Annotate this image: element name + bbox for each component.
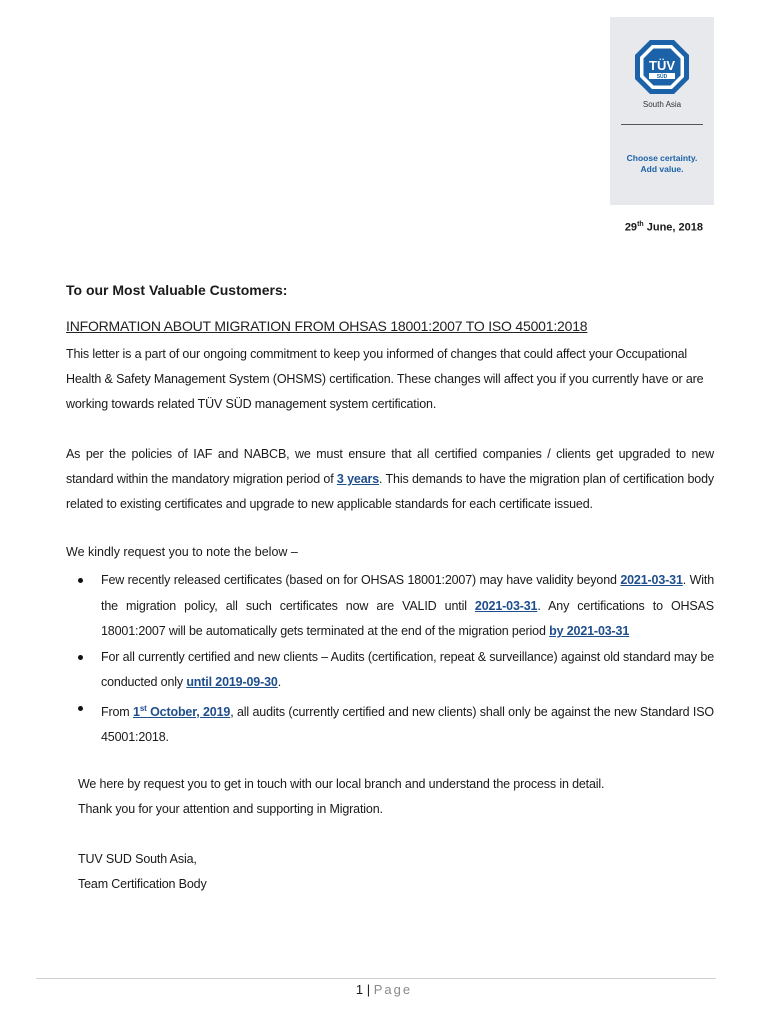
page-word: Page bbox=[373, 982, 413, 997]
bullet-3-highlight-sup: st bbox=[139, 703, 147, 713]
logo-slogan-line-1: Choose certainty. bbox=[626, 153, 698, 163]
logo-mark-text: TÜV bbox=[649, 58, 675, 73]
bullet-icon bbox=[78, 655, 83, 660]
logo-mark-subtext: SÜD bbox=[656, 74, 668, 80]
bullet-1-highlight-1: 2021-03-31 bbox=[620, 573, 683, 587]
date-rest: June, 2018 bbox=[643, 221, 703, 234]
closing-line-1: We here by request you to get in touch with our local branch and understand the process in detail. bbox=[78, 777, 605, 791]
logo-slogan bbox=[610, 153, 714, 175]
list-item bbox=[66, 645, 714, 696]
letter-date bbox=[625, 221, 703, 234]
bullet-1-text-1: Few recently released certificates (based on for OHSAS 18001:2007) may have validity beyond bbox=[101, 573, 621, 587]
bullet-1-text-2: . With the migration policy, all such certificates now are VALID until bbox=[101, 573, 715, 613]
page-separator: | bbox=[363, 982, 374, 997]
bullet-3-text-1: From bbox=[101, 704, 133, 719]
request-intro: We kindly request you to note the below – bbox=[66, 545, 298, 559]
list-item bbox=[66, 568, 714, 645]
intro-paragraph: This letter is a part of our ongoing commitment to keep you informed of changes that could affect your Occupational Health & Safety Management System (OHSMS) certification. These changes will affect you if you currently have or are working towards related TÜV SÜD management system certification. bbox=[66, 347, 704, 411]
bullet-2-highlight-1: until 2019-09-30 bbox=[186, 675, 278, 689]
bullet-3-highlight bbox=[133, 705, 230, 719]
bullet-1-highlight-2: 2021-03-31 bbox=[474, 598, 538, 613]
date-day: 29 bbox=[624, 221, 638, 234]
policy-paragraph bbox=[66, 442, 714, 517]
signature-line-1: TUV SUD South Asia, bbox=[78, 852, 197, 866]
page-footer bbox=[0, 982, 768, 997]
closing-line-2: Thank you for your attention and supporting in Migration. bbox=[78, 802, 383, 816]
logo-region-label: South Asia bbox=[642, 100, 682, 109]
bullet-icon bbox=[78, 578, 83, 583]
tuv-sud-logo-icon bbox=[634, 39, 690, 95]
migration-period-highlight: 3 years bbox=[336, 472, 380, 486]
policy-text-a: As per the policies of IAF and NABCB, we must ensure that all certified companies / clients get upgraded to new standard within the mandatory migration period of bbox=[66, 447, 714, 486]
date-suffix: th bbox=[637, 221, 644, 228]
bullet-2-text-2: . bbox=[277, 675, 282, 689]
subject-line: INFORMATION ABOUT MIGRATION FROM OHSAS 18001:2007 TO ISO 45001:2018 bbox=[66, 318, 588, 334]
bullet-3-highlight-day: 1 bbox=[133, 704, 140, 719]
bullet-icon bbox=[78, 706, 83, 711]
bullet-3-highlight-rest: October, 2019 bbox=[146, 704, 231, 719]
bullet-3-text-2: , all audits (currently certified and new clients) shall only be against the new Standard ISO 45001:2018. bbox=[101, 704, 714, 745]
greeting: To our Most Valuable Customers: bbox=[66, 282, 288, 298]
signature-line-2: Team Certification Body bbox=[78, 877, 207, 891]
footer-divider bbox=[36, 978, 716, 979]
bullet-1-text-3: . Any certifications to OHSAS 18001:2007 will be automatically gets terminated at the end of the migration period bbox=[101, 598, 714, 638]
logo-panel bbox=[610, 17, 714, 205]
bullet-2-text-1: For all currently certified and new clients – Audits (certification, repeat & surveillance) against old standard may be conducted only bbox=[101, 649, 714, 689]
policy-text-b: . This demands to have the migration plan of certification body related to existing certificates and upgrade to new applicable standards for each certificate issued. bbox=[66, 472, 714, 511]
logo-divider bbox=[621, 124, 703, 125]
logo-slogan-line-2: Add value. bbox=[640, 164, 684, 174]
list-item bbox=[66, 696, 714, 751]
page-number: 1 bbox=[355, 982, 364, 997]
notes-list bbox=[66, 568, 714, 751]
bullet-1-highlight-3: by 2021-03-31 bbox=[549, 624, 630, 638]
